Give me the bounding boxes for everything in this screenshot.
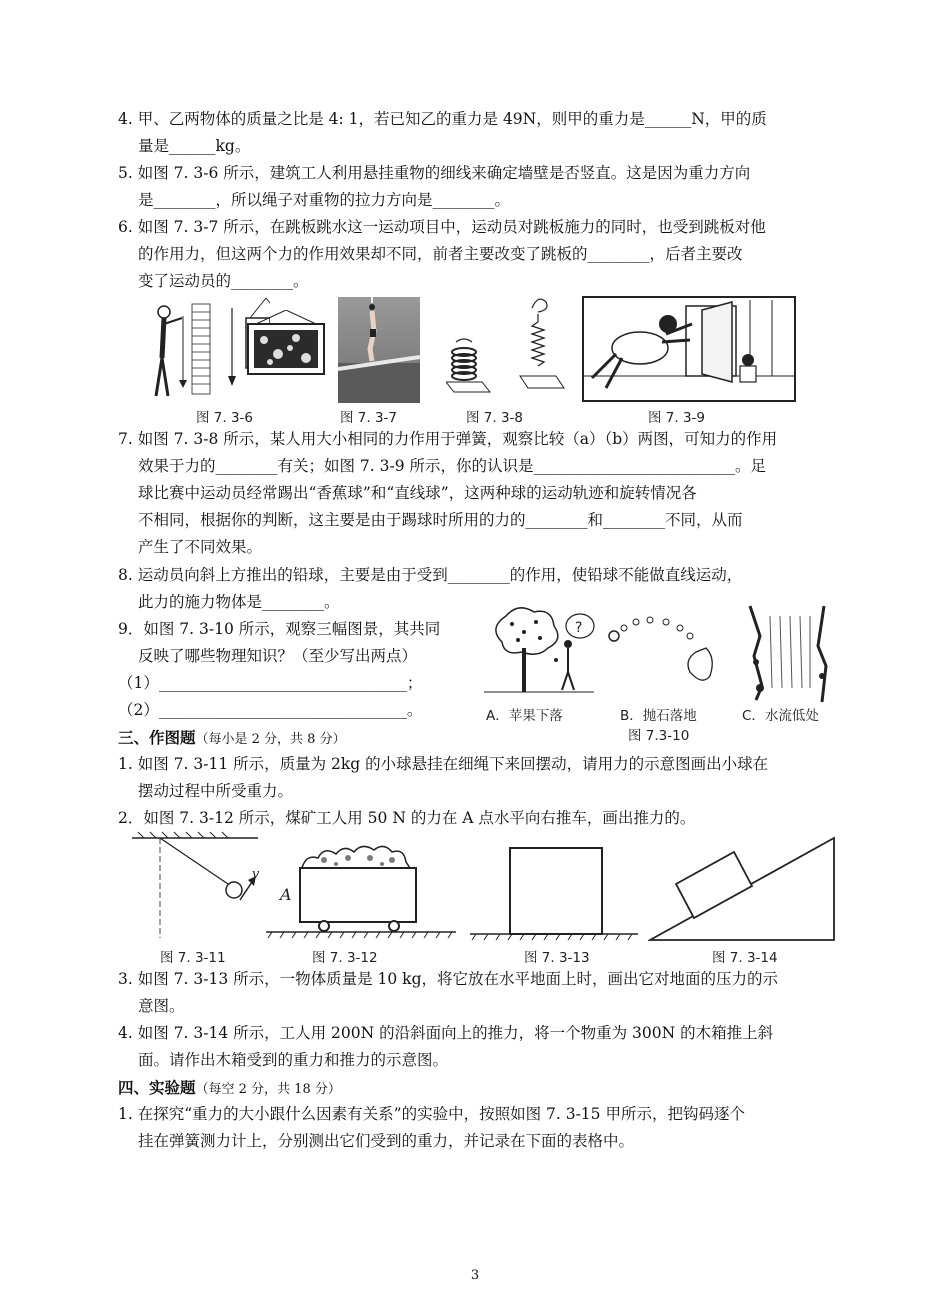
question-7-line5: 产生了不同效果。	[138, 538, 263, 556]
caption-7-3-10: 图 7.3-10	[628, 728, 690, 744]
velocity-label: v	[252, 867, 260, 882]
s3q1-line2: 摆动过程中所受重力。	[138, 782, 294, 800]
question-5-line2: 是________，所以绳子对重物的拉力方向是________。	[138, 191, 511, 209]
figure-7-3-7	[338, 297, 420, 403]
label-water-flowing: C．水流低处	[742, 708, 819, 724]
question-9-line2: 反映了哪些物理知识？（至少写出两点）	[138, 647, 418, 665]
section-4-note: （每空 2 分，共 18 分）	[195, 1082, 341, 1097]
figure-7-3-8	[446, 296, 566, 400]
section-4-title: 四、实验题	[118, 1078, 196, 1097]
figure-7-3-11	[128, 830, 268, 944]
figure-7-3-13	[470, 830, 640, 944]
s3q3-line2: 意图。	[138, 997, 185, 1015]
section-3-question-1	[118, 751, 834, 805]
caption-7-3-11: 图 7. 3-11	[160, 950, 226, 966]
question-9-line1: 9．如图 7. 3-10 所示，观察三幅图景，其共同	[118, 620, 441, 638]
caption-7-3-7: 图 7. 3-7	[340, 410, 398, 426]
figure-7-3-12	[266, 830, 456, 944]
question-7-line4: 不相同，根据你的判断，这主要是由于踢球时所用的力的________和________不同，从而	[138, 511, 743, 529]
caption-7-3-14: 图 7. 3-14	[712, 950, 778, 966]
figure-7-3-6-painting	[246, 310, 326, 378]
s3q1-line1: 1. 如图 7. 3-11 所示，质量为 2kg 的小球悬挂在细绳下来回摆动，请用力的示意图画出小球在	[118, 755, 769, 773]
section-3-question-2	[118, 805, 834, 832]
point-a-label: A	[280, 885, 292, 904]
question-9	[118, 616, 478, 724]
section-3-note: （每小是 2 分，共 8 分）	[195, 732, 346, 747]
question-9-line4: （2）________________________________。	[118, 701, 423, 719]
question-6-line3: 变了运动员的________。	[138, 272, 309, 290]
apple-tree-illustration	[484, 608, 594, 692]
section-3-title: 三、作图题	[118, 728, 196, 747]
s3q4-line1: 4. 如图 7. 3-14 所示，工人用 200N 的沿斜面向上的推力，将一个物重为 300N 的木箱推上斜	[118, 1024, 774, 1042]
question-6	[118, 214, 834, 295]
s3q4-line2: 面。请作出木箱受到的重力和推力的示意图。	[138, 1051, 449, 1069]
thrown-stone-illustration	[609, 617, 712, 680]
caption-7-3-9: 图 7. 3-9	[648, 410, 706, 426]
question-4-line1: 4. 甲、乙两物体的质量之比是 4: 1，若已知乙的重力是 49N，则甲的重力是______N，甲的质	[118, 110, 767, 128]
question-6-line2: 的作用力，但这两个力的作用效果却不同，前者主要改变了跳板的________，后者主要改	[138, 245, 743, 263]
waterfall-illustration	[746, 606, 832, 702]
figure-7-3-14	[648, 830, 838, 944]
question-4-line2: 量是______kg。	[138, 137, 251, 155]
caption-7-3-6: 图 7. 3-6	[196, 410, 254, 426]
figure-7-3-9	[582, 296, 796, 402]
caption-7-3-8: 图 7. 3-8	[466, 410, 524, 426]
question-mark: ?	[575, 620, 583, 636]
question-7-line1: 7. 如图 7. 3-8 所示，某人用大小相同的力作用于弹簧，观察比较（a）（b）两图，可知力的作用	[118, 430, 778, 448]
section-3-question-4	[118, 1020, 834, 1074]
question-5-line1: 5. 如图 7. 3-6 所示，建筑工人利用悬挂重物的细线来确定墙壁是否竖直。这是因为重力方向	[118, 164, 751, 182]
s3q3-line1: 3. 如图 7. 3-13 所示，一物体质量是 10 kg，将它放在水平地面上时，画出它对地面的压力的示	[118, 970, 779, 988]
page-number: 3	[470, 1268, 480, 1283]
question-7-line3: 球比赛中运动员经常踢出“香蕉球”和“直线球”，这两种球的运动轨迹和旋转情况各	[138, 484, 697, 502]
section-4-heading	[118, 1074, 834, 1103]
s4q1-line2: 挂在弹簧测力计上，分别测出它们受到的重力，并记录在下面的表格中。	[138, 1132, 635, 1150]
s4q1-line1: 1. 在探究“重力的大小跟什么因素有关系”的实验中，按照如图 7. 3-15 甲所示，把钩码逐个	[118, 1105, 745, 1123]
question-7	[118, 426, 834, 561]
question-4	[118, 106, 834, 160]
caption-7-3-13: 图 7. 3-13	[524, 950, 590, 966]
question-6-line1: 6. 如图 7. 3-7 所示，在跳板跳水这一运动项目中，运动员对跳板施力的同时，也受到跳板对他	[118, 218, 766, 236]
label-stone-falling: B．抛石落地	[620, 708, 697, 724]
question-8-line1: 8. 运动员向斜上方推出的铅球，主要是由于受到________的作用，使铅球不能做直线运动，	[118, 566, 743, 584]
question-5	[118, 160, 834, 214]
question-8-line2: 此力的施力物体是________。	[138, 593, 340, 611]
question-7-line2: 效果于力的________有关；如图 7. 3-9 所示，你的认识是__________________________。足	[138, 457, 767, 475]
section-3-heading	[118, 724, 834, 753]
figure-7-3-10	[484, 602, 834, 706]
section-4-question-1	[118, 1101, 834, 1155]
question-9-line3: （1）________________________________；	[118, 674, 423, 692]
section-3-question-3	[118, 966, 834, 1020]
label-apple-falling: A．苹果下落	[486, 708, 563, 724]
caption-7-3-12: 图 7. 3-12	[312, 950, 378, 966]
s3q2-line1: 2．如图 7. 3-12 所示，煤矿工人用 50 N 的力在 A 点水平向右推车，画出推力的。	[118, 809, 696, 827]
